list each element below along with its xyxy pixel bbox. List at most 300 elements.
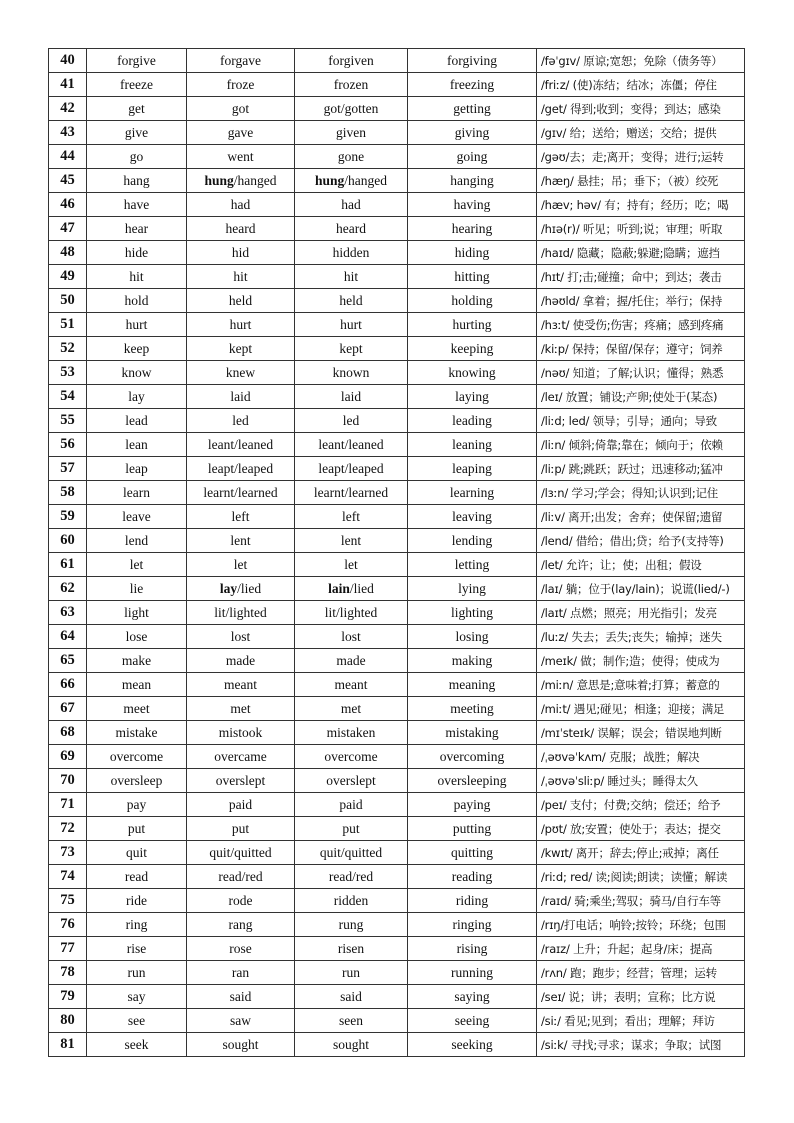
present-participle: seeing bbox=[408, 1009, 537, 1033]
present-participle: mistaking bbox=[408, 721, 537, 745]
table-row bbox=[49, 553, 745, 577]
meaning: /liːp/ 跳;跳跃；跃过；迅速移动;猛冲 bbox=[537, 457, 745, 481]
table-row bbox=[49, 337, 745, 361]
past-tense: meant bbox=[187, 673, 295, 697]
present-participle: hitting bbox=[408, 265, 537, 289]
past-participle: sought bbox=[295, 1033, 408, 1057]
past-tense: knew bbox=[187, 361, 295, 385]
irregular-verbs-table bbox=[48, 48, 745, 1057]
past-participle: said bbox=[295, 985, 408, 1009]
table-row bbox=[49, 313, 745, 337]
past-participle: hit bbox=[295, 265, 408, 289]
past-tense: hurt bbox=[187, 313, 295, 337]
base-form: have bbox=[87, 193, 187, 217]
base-form: mistake bbox=[87, 721, 187, 745]
base-form: go bbox=[87, 145, 187, 169]
meaning: /ˌəʊvəˈkʌm/ 克服；战胜；解决 bbox=[537, 745, 745, 769]
past-participle: left bbox=[295, 505, 408, 529]
present-participle: overcoming bbox=[408, 745, 537, 769]
row-number: 45 bbox=[49, 169, 87, 193]
table-row bbox=[49, 697, 745, 721]
base-form: read bbox=[87, 865, 187, 889]
table-row bbox=[49, 865, 745, 889]
row-number: 40 bbox=[49, 49, 87, 73]
table-row bbox=[49, 361, 745, 385]
base-form: know bbox=[87, 361, 187, 385]
row-number: 65 bbox=[49, 649, 87, 673]
meaning: /liːd; led/ 领导；引导；通向；导致 bbox=[537, 409, 745, 433]
present-participle: hiding bbox=[408, 241, 537, 265]
meaning: /meɪk/ 做；制作;造；使得；使成为 bbox=[537, 649, 745, 673]
meaning: /luːz/ 失去；丢失;丧失；输掉；迷失 bbox=[537, 625, 745, 649]
row-number: 41 bbox=[49, 73, 87, 97]
past-participle: forgiven bbox=[295, 49, 408, 73]
meaning: /lɜːn/ 学习;学会；得知;认识到;记住 bbox=[537, 481, 745, 505]
past-tense: let bbox=[187, 553, 295, 577]
row-number: 78 bbox=[49, 961, 87, 985]
base-form: rise bbox=[87, 937, 187, 961]
present-participle: leaving bbox=[408, 505, 537, 529]
past-tense: froze bbox=[187, 73, 295, 97]
past-tense: rode bbox=[187, 889, 295, 913]
present-participle: saying bbox=[408, 985, 537, 1009]
table-row bbox=[49, 481, 745, 505]
row-number: 75 bbox=[49, 889, 87, 913]
past-participle: leapt/leaped bbox=[295, 457, 408, 481]
present-participle: lending bbox=[408, 529, 537, 553]
row-number: 46 bbox=[49, 193, 87, 217]
meaning: /pʊt/ 放;安置；使处于；表达；提交 bbox=[537, 817, 745, 841]
row-number: 77 bbox=[49, 937, 87, 961]
past-participle: kept bbox=[295, 337, 408, 361]
row-number: 56 bbox=[49, 433, 87, 457]
meaning: /kwɪt/ 离开；辞去;停止;戒掉；离任 bbox=[537, 841, 745, 865]
base-form: give bbox=[87, 121, 187, 145]
present-participle: giving bbox=[408, 121, 537, 145]
past-tense-bold: hung bbox=[204, 172, 234, 188]
meaning: /rɪŋ/打电话；响铃;按铃；环绕；包围 bbox=[537, 913, 745, 937]
base-form: ring bbox=[87, 913, 187, 937]
meaning: /həʊld/ 拿着；握/托住；举行；保持 bbox=[537, 289, 745, 313]
past-tense-rest: /hanged bbox=[233, 172, 277, 188]
past-tense: held bbox=[187, 289, 295, 313]
table-row bbox=[49, 1009, 745, 1033]
past-tense: hit bbox=[187, 265, 295, 289]
row-number: 81 bbox=[49, 1033, 87, 1057]
meaning: /miːt/ 遇见;碰见；相逢；迎接；满足 bbox=[537, 697, 745, 721]
meaning: /mɪˈsteɪk/ 误解；误会；错误地判断 bbox=[537, 721, 745, 745]
present-participle: leaping bbox=[408, 457, 537, 481]
past-participle: lit/lighted bbox=[295, 601, 408, 625]
past-participle: overcome bbox=[295, 745, 408, 769]
present-participle: lighting bbox=[408, 601, 537, 625]
past-participle: frozen bbox=[295, 73, 408, 97]
row-number: 57 bbox=[49, 457, 87, 481]
table-row bbox=[49, 673, 745, 697]
table-row bbox=[49, 121, 745, 145]
table-row bbox=[49, 889, 745, 913]
table-row bbox=[49, 505, 745, 529]
table-row bbox=[49, 625, 745, 649]
row-number: 51 bbox=[49, 313, 87, 337]
base-form: hide bbox=[87, 241, 187, 265]
meaning: /liːn/ 倾斜;倚靠;靠在；倾向于；依赖 bbox=[537, 433, 745, 457]
past-tense: overslept bbox=[187, 769, 295, 793]
present-participle: holding bbox=[408, 289, 537, 313]
past-tense: learnt/learned bbox=[187, 481, 295, 505]
present-participle: making bbox=[408, 649, 537, 673]
past-participle: let bbox=[295, 553, 408, 577]
past-tense: heard bbox=[187, 217, 295, 241]
row-number: 47 bbox=[49, 217, 87, 241]
past-participle: had bbox=[295, 193, 408, 217]
past-participle: meant bbox=[295, 673, 408, 697]
table-row bbox=[49, 577, 745, 601]
table-row bbox=[49, 265, 745, 289]
base-form: put bbox=[87, 817, 187, 841]
row-number: 59 bbox=[49, 505, 87, 529]
past-tense bbox=[187, 577, 295, 601]
past-tense: met bbox=[187, 697, 295, 721]
past-tense: got bbox=[187, 97, 295, 121]
past-participle: known bbox=[295, 361, 408, 385]
base-form: run bbox=[87, 961, 187, 985]
row-number: 48 bbox=[49, 241, 87, 265]
past-tense: leant/leaned bbox=[187, 433, 295, 457]
present-participle: leading bbox=[408, 409, 537, 433]
meaning: /seɪ/ 说；讲；表明；宣称；比方说 bbox=[537, 985, 745, 1009]
meaning: /riːd; red/ 读;阅读;朗读；读懂；解读 bbox=[537, 865, 745, 889]
past-participle: held bbox=[295, 289, 408, 313]
present-participle: losing bbox=[408, 625, 537, 649]
base-form: hold bbox=[87, 289, 187, 313]
base-form: lay bbox=[87, 385, 187, 409]
past-participle: got/gotten bbox=[295, 97, 408, 121]
past-tense-bold: lay bbox=[219, 580, 238, 596]
past-tense: ran bbox=[187, 961, 295, 985]
table-row bbox=[49, 745, 745, 769]
table-row bbox=[49, 793, 745, 817]
table-row bbox=[49, 49, 745, 73]
base-form: seek bbox=[87, 1033, 187, 1057]
base-form: overcome bbox=[87, 745, 187, 769]
table-row bbox=[49, 817, 745, 841]
table-row bbox=[49, 1033, 745, 1057]
meaning: /gɪv/ 给；送给；赠送；交给；提供 bbox=[537, 121, 745, 145]
base-form: ride bbox=[87, 889, 187, 913]
table-row bbox=[49, 385, 745, 409]
row-number: 53 bbox=[49, 361, 87, 385]
row-number: 68 bbox=[49, 721, 87, 745]
row-number: 54 bbox=[49, 385, 87, 409]
past-tense: saw bbox=[187, 1009, 295, 1033]
meaning: /siːk/ 寻找;寻求；谋求；争取；试图 bbox=[537, 1033, 745, 1057]
base-form: quit bbox=[87, 841, 187, 865]
row-number: 62 bbox=[49, 577, 87, 601]
present-participle: meeting bbox=[408, 697, 537, 721]
base-form: lead bbox=[87, 409, 187, 433]
meaning: /hæŋ/ 悬挂；吊；垂下；（被）绞死 bbox=[537, 169, 745, 193]
table-row bbox=[49, 913, 745, 937]
table-row bbox=[49, 721, 745, 745]
past-tense: mistook bbox=[187, 721, 295, 745]
table-row bbox=[49, 241, 745, 265]
past-participle: rung bbox=[295, 913, 408, 937]
row-number: 60 bbox=[49, 529, 87, 553]
meaning: /hɪə(r)/ 听见；听到;说；审理；听取 bbox=[537, 217, 745, 241]
past-tense: quit/quitted bbox=[187, 841, 295, 865]
past-participle: leant/leaned bbox=[295, 433, 408, 457]
base-form: say bbox=[87, 985, 187, 1009]
row-number: 74 bbox=[49, 865, 87, 889]
past-tense: lent bbox=[187, 529, 295, 553]
past-participle: heard bbox=[295, 217, 408, 241]
meaning: /ˌəʊvəˈsliːp/ 睡过头；睡得太久 bbox=[537, 769, 745, 793]
past-participle: risen bbox=[295, 937, 408, 961]
past-tense: paid bbox=[187, 793, 295, 817]
meaning: /hɜːt/ 使受伤;伤害；疼痛；感到疼痛 bbox=[537, 313, 745, 337]
present-participle: knowing bbox=[408, 361, 537, 385]
past-tense: kept bbox=[187, 337, 295, 361]
past-participle-rest: /lied bbox=[349, 580, 374, 596]
row-number: 72 bbox=[49, 817, 87, 841]
past-participle: run bbox=[295, 961, 408, 985]
past-participle: quit/quitted bbox=[295, 841, 408, 865]
past-tense: went bbox=[187, 145, 295, 169]
meaning: /laɪ/ 躺；位于(lay/lain)；说谎(lied/-) bbox=[537, 577, 745, 601]
past-participle: learnt/learned bbox=[295, 481, 408, 505]
row-number: 52 bbox=[49, 337, 87, 361]
table-body bbox=[49, 49, 745, 1057]
row-number: 70 bbox=[49, 769, 87, 793]
past-participle: hurt bbox=[295, 313, 408, 337]
table-row bbox=[49, 433, 745, 457]
table-row bbox=[49, 217, 745, 241]
meaning: /peɪ/ 支付；付费;交纳；偿还；给予 bbox=[537, 793, 745, 817]
table-row bbox=[49, 649, 745, 673]
base-form: pay bbox=[87, 793, 187, 817]
meaning: /laɪt/ 点燃；照亮；用光指引；发亮 bbox=[537, 601, 745, 625]
row-number: 76 bbox=[49, 913, 87, 937]
present-participle: putting bbox=[408, 817, 537, 841]
past-tense: rose bbox=[187, 937, 295, 961]
past-tense bbox=[187, 169, 295, 193]
base-form: mean bbox=[87, 673, 187, 697]
past-tense: made bbox=[187, 649, 295, 673]
row-number: 71 bbox=[49, 793, 87, 817]
present-participle: reading bbox=[408, 865, 537, 889]
past-tense: rang bbox=[187, 913, 295, 937]
past-tense: said bbox=[187, 985, 295, 1009]
present-participle: quitting bbox=[408, 841, 537, 865]
row-number: 66 bbox=[49, 673, 87, 697]
base-form: forgive bbox=[87, 49, 187, 73]
base-form: lose bbox=[87, 625, 187, 649]
meaning: /fəˈgɪv/ 原谅;宽恕；免除（债务等） bbox=[537, 49, 745, 73]
row-number: 43 bbox=[49, 121, 87, 145]
past-tense: hid bbox=[187, 241, 295, 265]
table-row bbox=[49, 457, 745, 481]
table-row bbox=[49, 841, 745, 865]
table-row bbox=[49, 145, 745, 169]
table-row bbox=[49, 409, 745, 433]
present-participle: lying bbox=[408, 577, 537, 601]
present-participle: getting bbox=[408, 97, 537, 121]
base-form: leave bbox=[87, 505, 187, 529]
table-row bbox=[49, 193, 745, 217]
table-row bbox=[49, 73, 745, 97]
row-number: 58 bbox=[49, 481, 87, 505]
present-participle: rising bbox=[408, 937, 537, 961]
past-tense: read/red bbox=[187, 865, 295, 889]
meaning: /raɪz/ 上升；升起；起身/床；提高 bbox=[537, 937, 745, 961]
meaning: /friːz/ (使)冻结；结冰；冻僵；停住 bbox=[537, 73, 745, 97]
past-participle-rest: /hanged bbox=[344, 172, 388, 188]
table-row bbox=[49, 169, 745, 193]
past-participle-bold: hung bbox=[314, 172, 345, 188]
present-participle: having bbox=[408, 193, 537, 217]
present-participle: laying bbox=[408, 385, 537, 409]
row-number: 50 bbox=[49, 289, 87, 313]
row-number: 55 bbox=[49, 409, 87, 433]
base-form: freeze bbox=[87, 73, 187, 97]
past-participle: led bbox=[295, 409, 408, 433]
past-tense: put bbox=[187, 817, 295, 841]
row-number: 79 bbox=[49, 985, 87, 1009]
past-tense: had bbox=[187, 193, 295, 217]
base-form: hit bbox=[87, 265, 187, 289]
present-participle: hanging bbox=[408, 169, 537, 193]
meaning: /kiːp/ 保持；保留/保存；遵守；饲养 bbox=[537, 337, 745, 361]
meaning: /gəʊ/去；走;离开；变得；进行;运转 bbox=[537, 145, 745, 169]
past-participle: overslept bbox=[295, 769, 408, 793]
past-tense: gave bbox=[187, 121, 295, 145]
row-number: 63 bbox=[49, 601, 87, 625]
present-participle: ringing bbox=[408, 913, 537, 937]
base-form: hurt bbox=[87, 313, 187, 337]
meaning: /let/ 允许；让；使；出租；假设 bbox=[537, 553, 745, 577]
past-participle: given bbox=[295, 121, 408, 145]
past-participle: mistaken bbox=[295, 721, 408, 745]
row-number: 69 bbox=[49, 745, 87, 769]
table-row bbox=[49, 769, 745, 793]
present-participle: letting bbox=[408, 553, 537, 577]
meaning: /raɪd/ 骑;乘坐;驾驭；骑马/自行车等 bbox=[537, 889, 745, 913]
base-form: lend bbox=[87, 529, 187, 553]
meaning: /nəʊ/ 知道；了解;认识；懂得；熟悉 bbox=[537, 361, 745, 385]
past-tense-rest: /lied bbox=[237, 580, 262, 596]
past-participle-bold: lain bbox=[328, 580, 350, 596]
present-participle: meaning bbox=[408, 673, 537, 697]
table-row bbox=[49, 601, 745, 625]
past-tense: leapt/leaped bbox=[187, 457, 295, 481]
meaning: /hɪt/ 打;击;碰撞；命中；到达；袭击 bbox=[537, 265, 745, 289]
base-form: keep bbox=[87, 337, 187, 361]
present-participle: forgiving bbox=[408, 49, 537, 73]
meaning: /hæv; həv/ 有；持有；经历；吃；喝 bbox=[537, 193, 745, 217]
present-participle: hurting bbox=[408, 313, 537, 337]
row-number: 42 bbox=[49, 97, 87, 121]
past-participle: made bbox=[295, 649, 408, 673]
base-form: lie bbox=[87, 577, 187, 601]
present-participle: seeking bbox=[408, 1033, 537, 1057]
base-form: oversleep bbox=[87, 769, 187, 793]
base-form: light bbox=[87, 601, 187, 625]
table-row bbox=[49, 97, 745, 121]
meaning: /leɪ/ 放置；铺设;产卵;使处于(某态) bbox=[537, 385, 745, 409]
past-tense: lost bbox=[187, 625, 295, 649]
table-row bbox=[49, 985, 745, 1009]
row-number: 64 bbox=[49, 625, 87, 649]
present-participle: oversleeping bbox=[408, 769, 537, 793]
past-participle: laid bbox=[295, 385, 408, 409]
past-tense: lit/lighted bbox=[187, 601, 295, 625]
base-form: let bbox=[87, 553, 187, 577]
past-tense: sought bbox=[187, 1033, 295, 1057]
past-participle: lost bbox=[295, 625, 408, 649]
base-form: hang bbox=[87, 169, 187, 193]
row-number: 44 bbox=[49, 145, 87, 169]
base-form: leap bbox=[87, 457, 187, 481]
past-participle: paid bbox=[295, 793, 408, 817]
past-tense: forgave bbox=[187, 49, 295, 73]
row-number: 67 bbox=[49, 697, 87, 721]
meaning: /siː/ 看见;见到；看出；理解；拜访 bbox=[537, 1009, 745, 1033]
past-participle: lent bbox=[295, 529, 408, 553]
past-tense: left bbox=[187, 505, 295, 529]
base-form: lean bbox=[87, 433, 187, 457]
past-participle: ridden bbox=[295, 889, 408, 913]
present-participle: keeping bbox=[408, 337, 537, 361]
present-participle: riding bbox=[408, 889, 537, 913]
past-participle: gone bbox=[295, 145, 408, 169]
base-form: get bbox=[87, 97, 187, 121]
meaning: /miːn/ 意思是;意味着;打算；蓄意的 bbox=[537, 673, 745, 697]
past-tense: laid bbox=[187, 385, 295, 409]
present-participle: going bbox=[408, 145, 537, 169]
meaning: /rʌn/ 跑；跑步；经营；管理；运转 bbox=[537, 961, 745, 985]
past-tense: overcame bbox=[187, 745, 295, 769]
table-row bbox=[49, 529, 745, 553]
row-number: 49 bbox=[49, 265, 87, 289]
past-tense: led bbox=[187, 409, 295, 433]
row-number: 73 bbox=[49, 841, 87, 865]
meaning: /liːv/ 离开;出发；舍弃；使保留;遗留 bbox=[537, 505, 745, 529]
row-number: 61 bbox=[49, 553, 87, 577]
base-form: learn bbox=[87, 481, 187, 505]
past-participle: met bbox=[295, 697, 408, 721]
meaning: /haɪd/ 隐藏；隐蔽;躲避;隐瞒；遮挡 bbox=[537, 241, 745, 265]
past-participle: put bbox=[295, 817, 408, 841]
meaning: /get/ 得到;收到；变得；到达；感染 bbox=[537, 97, 745, 121]
past-participle: read/red bbox=[295, 865, 408, 889]
base-form: make bbox=[87, 649, 187, 673]
row-number: 80 bbox=[49, 1009, 87, 1033]
present-participle: learning bbox=[408, 481, 537, 505]
present-participle: paying bbox=[408, 793, 537, 817]
past-participle bbox=[295, 169, 408, 193]
past-participle: hidden bbox=[295, 241, 408, 265]
past-participle bbox=[295, 577, 408, 601]
table-row bbox=[49, 961, 745, 985]
present-participle: freezing bbox=[408, 73, 537, 97]
base-form: hear bbox=[87, 217, 187, 241]
table-row bbox=[49, 289, 745, 313]
base-form: see bbox=[87, 1009, 187, 1033]
meaning: /lend/ 借给；借出;贷；给予(支持等) bbox=[537, 529, 745, 553]
table-row bbox=[49, 937, 745, 961]
past-participle: seen bbox=[295, 1009, 408, 1033]
